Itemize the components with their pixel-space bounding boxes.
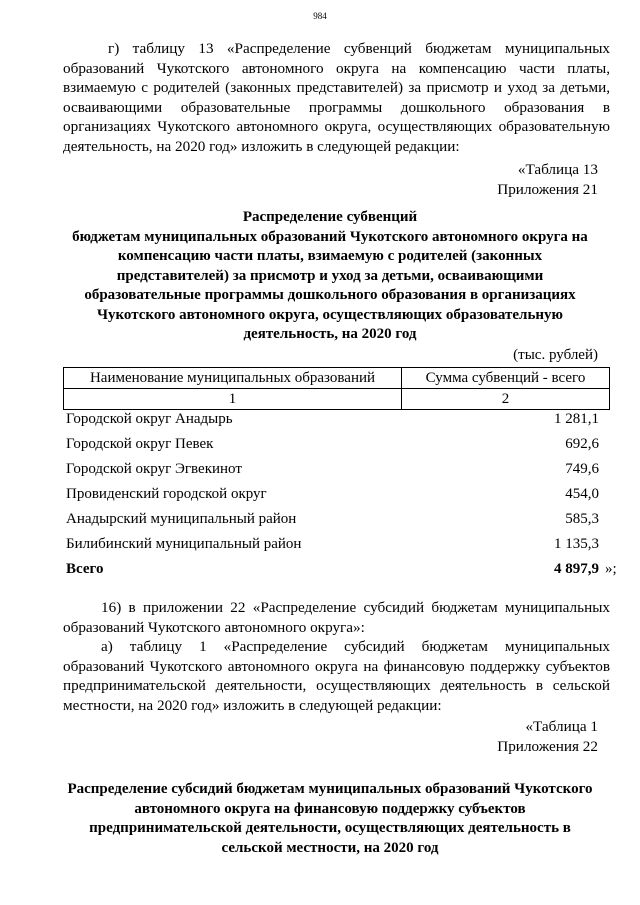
intro-line: деятельность, на 2020 год» изложить в следующей редакции: xyxy=(63,137,460,155)
row-value: 692,6 xyxy=(565,436,599,452)
title-line: бюджетам муниципальных образований Чукотского автономного округа на xyxy=(72,228,588,245)
paragraph-a xyxy=(63,637,610,715)
total-value: 4 897,9 xyxy=(554,561,599,577)
row-name: Городской округ Певек xyxy=(66,436,214,452)
para-a-line: предпринимательской деятельности, осуществляющих деятельность в сельской xyxy=(63,677,610,694)
para16-line: образований Чукотского автономного округа»: xyxy=(63,618,365,636)
table1-reference xyxy=(497,717,598,756)
intro-line: образований Чукотского автономного округа на компенсацию части платы, xyxy=(63,59,610,77)
intro-line: взимаемую с родителей (законных представителей) за присмотр и уход за детьми, xyxy=(63,79,610,96)
table-row xyxy=(63,511,599,531)
column-header-name: Наименование муниципальных образований xyxy=(64,368,402,389)
table1-title xyxy=(60,780,600,858)
paragraph-16 xyxy=(63,598,610,637)
table-total-row xyxy=(63,561,599,581)
title-line: образовательные программы дошкольного образования в организациях xyxy=(84,287,576,303)
para-a-line: местности, на 2020 год» изложить в следующей редакции: xyxy=(63,696,442,714)
row-name: Билибинский муниципальный район xyxy=(66,536,302,552)
title-line: сельской местности, на 2020 год xyxy=(221,839,439,856)
title-line: компенсацию части платы, взимаемую с родителей (законных xyxy=(117,248,543,264)
page-number: 984 xyxy=(313,11,327,21)
table13-ref-line: «Таблица 13 xyxy=(517,161,598,178)
row-value: 1 281,1 xyxy=(554,411,599,427)
column-header-sum: Сумма субвенций - всего xyxy=(402,368,610,389)
para-a-line: а) таблицу 1 «Распределение субсидий бюджетам муниципальных xyxy=(101,638,610,655)
row-name: Городской округ Эгвекинот xyxy=(66,461,242,477)
table-row xyxy=(63,411,599,431)
table13-ref-line: Приложения 21 xyxy=(497,180,598,198)
intro-line: осваивающими образовательные программы дошкольного образования в xyxy=(63,98,610,116)
row-value: 1 135,3 xyxy=(554,536,599,552)
table-row xyxy=(63,436,599,456)
title-line: деятельность, на 2020 год xyxy=(243,326,417,342)
title-line: предпринимательской деятельности, осуществляющих деятельность в xyxy=(89,820,571,836)
table-row xyxy=(63,461,599,481)
row-name: Провиденский городской округ xyxy=(66,486,267,502)
table-row xyxy=(63,486,599,506)
unit-label: (тыс. рублей) xyxy=(513,347,598,363)
table13-reference xyxy=(497,160,598,199)
table13-title xyxy=(60,208,600,345)
title-line: Чукотского автономного округа, осуществляющих образовательную xyxy=(96,306,564,323)
row-value: 454,0 xyxy=(565,486,599,502)
row-name: Анадырский муниципальный район xyxy=(66,511,297,527)
title-line: представителей) за присмотр и уход за детьми, осваивающими xyxy=(116,267,544,284)
para-a-line: образований Чукотского автономного округа на финансовую поддержку субъектов xyxy=(63,657,610,675)
intro-paragraph xyxy=(63,39,610,156)
column-number: 2 xyxy=(402,389,610,410)
para16-line: 16) в приложении 22 «Распределение субсидий бюджетам муниципальных xyxy=(101,599,610,616)
title-line: Распределение субвенций xyxy=(242,209,418,225)
row-value: 585,3 xyxy=(565,511,599,527)
intro-line: организациях Чукотского автономного округа, осуществляющих образовательную xyxy=(63,118,610,135)
table1-ref-line: «Таблица 1 xyxy=(525,718,598,735)
row-name: Городской округ Анадырь xyxy=(66,411,233,427)
subvention-table-header xyxy=(63,367,610,410)
column-number: 1 xyxy=(64,389,402,410)
table-row xyxy=(63,536,599,556)
total-label: Всего xyxy=(66,561,104,577)
title-line: автономного округа на финансовую поддержку субъектов xyxy=(134,800,526,817)
intro-line: г) таблицу 13 «Распределение субвенций бюджетам муниципальных xyxy=(108,40,610,57)
table1-ref-line: Приложения 22 xyxy=(497,737,598,755)
title-line: Распределение субсидий бюджетам муниципальных образований Чукотского xyxy=(67,781,593,797)
closing-quote: »; xyxy=(605,561,617,577)
row-value: 749,6 xyxy=(565,461,599,477)
